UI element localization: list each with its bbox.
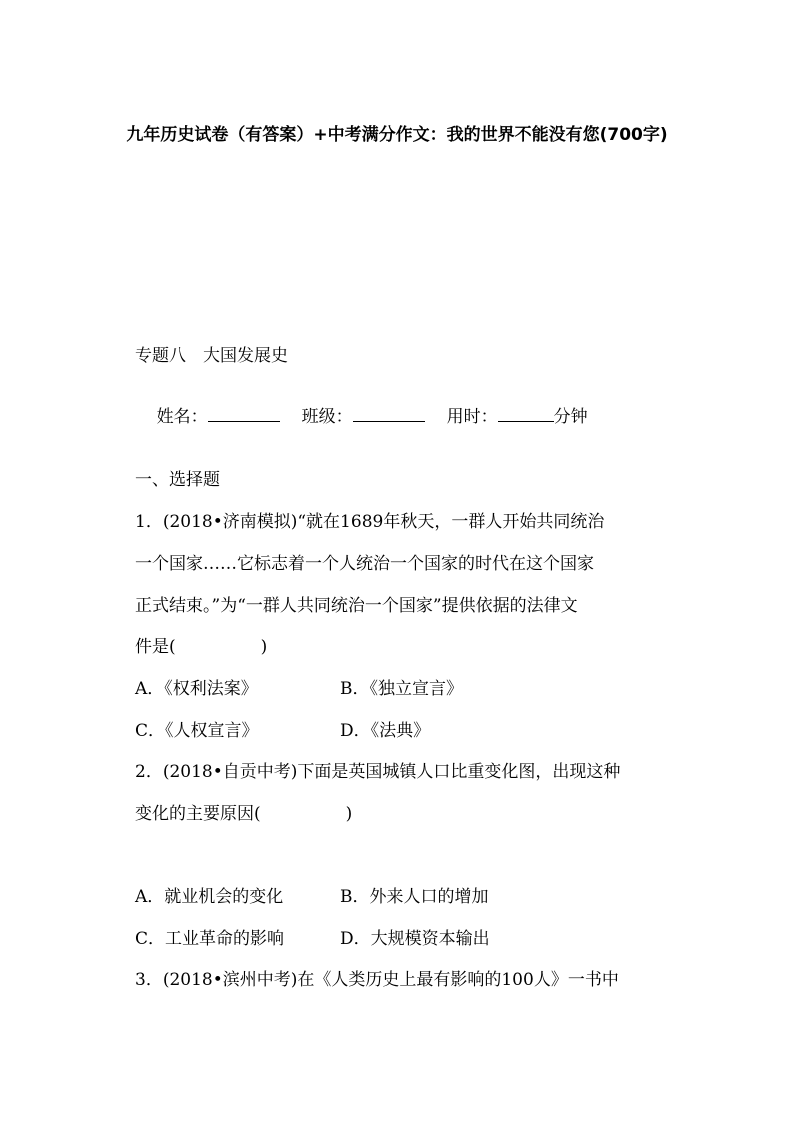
question-1-option-a: A．《权利法案》: [135, 679, 258, 699]
time-label: 用时：: [446, 407, 498, 427]
question-3-line-1: 3．(2018•滨州中考)在《人类历史上最有影响的100人》一书中: [135, 970, 619, 990]
question-1-line-4: 件是( ): [135, 637, 268, 657]
topic-heading: 专题八 大国发展史: [135, 346, 288, 366]
name-label: 姓名：: [156, 407, 208, 427]
question-2-option-a: A．就业机会的变化: [135, 887, 284, 907]
question-2-option-c: C．工业革命的影响: [135, 929, 285, 949]
question-1-line-1: 1．(2018•济南模拟)“就在1689年秋天，一群人开始共同统治: [135, 512, 605, 532]
document-title: 九年历史试卷（有答案）+中考满分作文：我的世界不能没有您(700字): [126, 125, 668, 145]
question-1-option-d: D．《法典》: [340, 721, 431, 741]
question-2-line-1: 2．(2018•自贡中考)下面是英国城镇人口比重变化图，出现这种: [135, 762, 621, 782]
student-info-row: [135, 382, 588, 447]
time-unit: 分钟: [553, 407, 588, 427]
class-label: 班级：: [301, 407, 353, 427]
section-title: 一、选择题: [135, 470, 220, 490]
question-2-option-d: D．大规模资本输出: [340, 929, 490, 949]
question-2-line-2: 变化的主要原因( ): [135, 804, 353, 824]
question-1-option-b: B．《独立宣言》: [340, 679, 463, 699]
time-blank[interactable]: [498, 407, 554, 422]
class-blank[interactable]: [353, 407, 425, 422]
question-1-option-c: C．《人权宣言》: [135, 721, 259, 741]
name-blank[interactable]: [208, 407, 280, 422]
question-1-line-3: 正式结束。”为“一群人共同统治一个国家”提供依据的法律文: [135, 596, 578, 616]
question-2-option-b: B．外来人口的增加: [340, 887, 489, 907]
question-1-line-2: 一个国家……它标志着一个人统治一个国家的时代在这个国家: [135, 554, 594, 574]
